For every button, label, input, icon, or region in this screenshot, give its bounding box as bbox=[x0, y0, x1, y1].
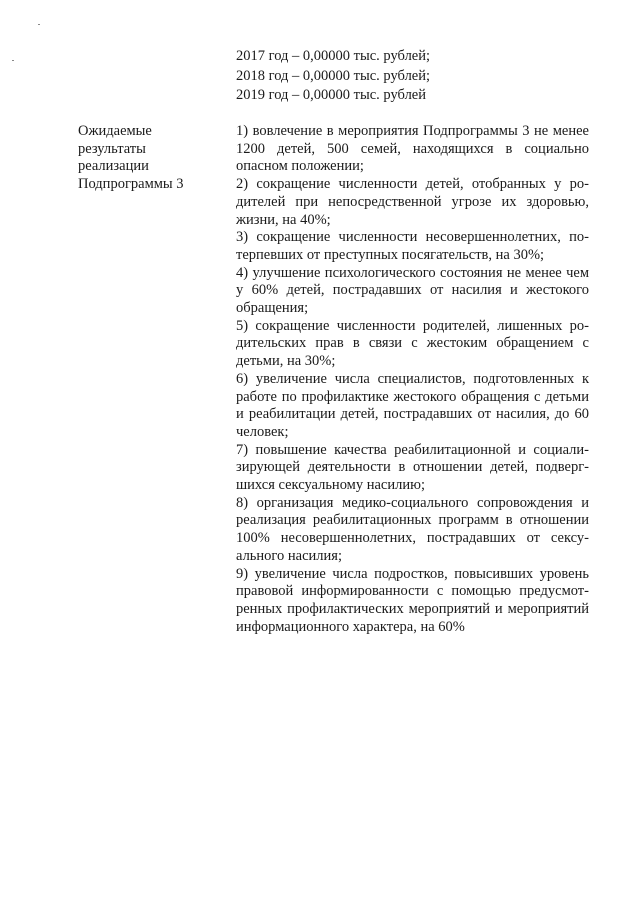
section-label-line: Подпрограммы 3 bbox=[78, 175, 184, 192]
budget-line-2017: 2017 год – 0,00000 тыс. рублей; bbox=[236, 48, 431, 64]
scan-speck bbox=[12, 60, 14, 61]
result-item-5: 5) сокращение численности родителей, лишенных родительских прав в связи с жестоким обращением с детьми, на 30%; bbox=[236, 317, 589, 370]
section-label-line: результаты bbox=[78, 140, 146, 157]
result-item-1: 1) вовлечение в мероприятия Подпрограммы 3 не менее 1200 детей, 500 семей, находящихся в социально опасном положении; bbox=[236, 123, 589, 175]
section-label-line: реализации bbox=[78, 158, 149, 174]
result-item-9: 9) увеличение числа подростков, повысивших уровень правовой информированности с помощью предусмотренных профилактических мероприятий и мероприятий информационного характера, на 60% bbox=[236, 565, 589, 635]
scan-speck bbox=[38, 24, 40, 25]
budget-line-2019: 2019 год – 0,00000 тыс. рублей bbox=[236, 87, 427, 103]
result-item-8: 8) организация медико-социального сопровождения и реализация реабилитационных программ в отношении 100% несовершеннолетних, пострадавших от сексуального насилия; bbox=[236, 494, 589, 564]
expected-results-list bbox=[236, 123, 589, 636]
budget-line-2018: 2018 год – 0,00000 тыс. рублей; bbox=[236, 67, 431, 84]
result-item-4: 4) улучшение психологического состояния не менее чем у 60% детей, пострадавших от насилия и жестокого обращения; bbox=[236, 264, 589, 317]
section-label-line: Ожидаемые bbox=[78, 123, 152, 139]
result-item-2: 2) сокращение численности детей, отобранных у родителей при непосредственной угрозе их здоровью, жизни, на 40%; bbox=[236, 176, 589, 228]
section-label bbox=[78, 123, 218, 193]
result-item-7: 7) повышение качества реабилитационной и социализирующей деятельности в отношении детей, подвергшихся сексуальному насилию; bbox=[236, 441, 589, 494]
budget-figures bbox=[236, 47, 596, 106]
result-item-3: 3) сокращение численности несовершеннолетних, потерпевших от преступных посягательств, на 30%; bbox=[236, 229, 589, 263]
result-item-6: 6) увеличение числа специалистов, подготовленных к работе по профилактике жестокого обращения с детьми и реабилитации детей, пострадавших от насилия, до 60 человек; bbox=[236, 370, 589, 440]
